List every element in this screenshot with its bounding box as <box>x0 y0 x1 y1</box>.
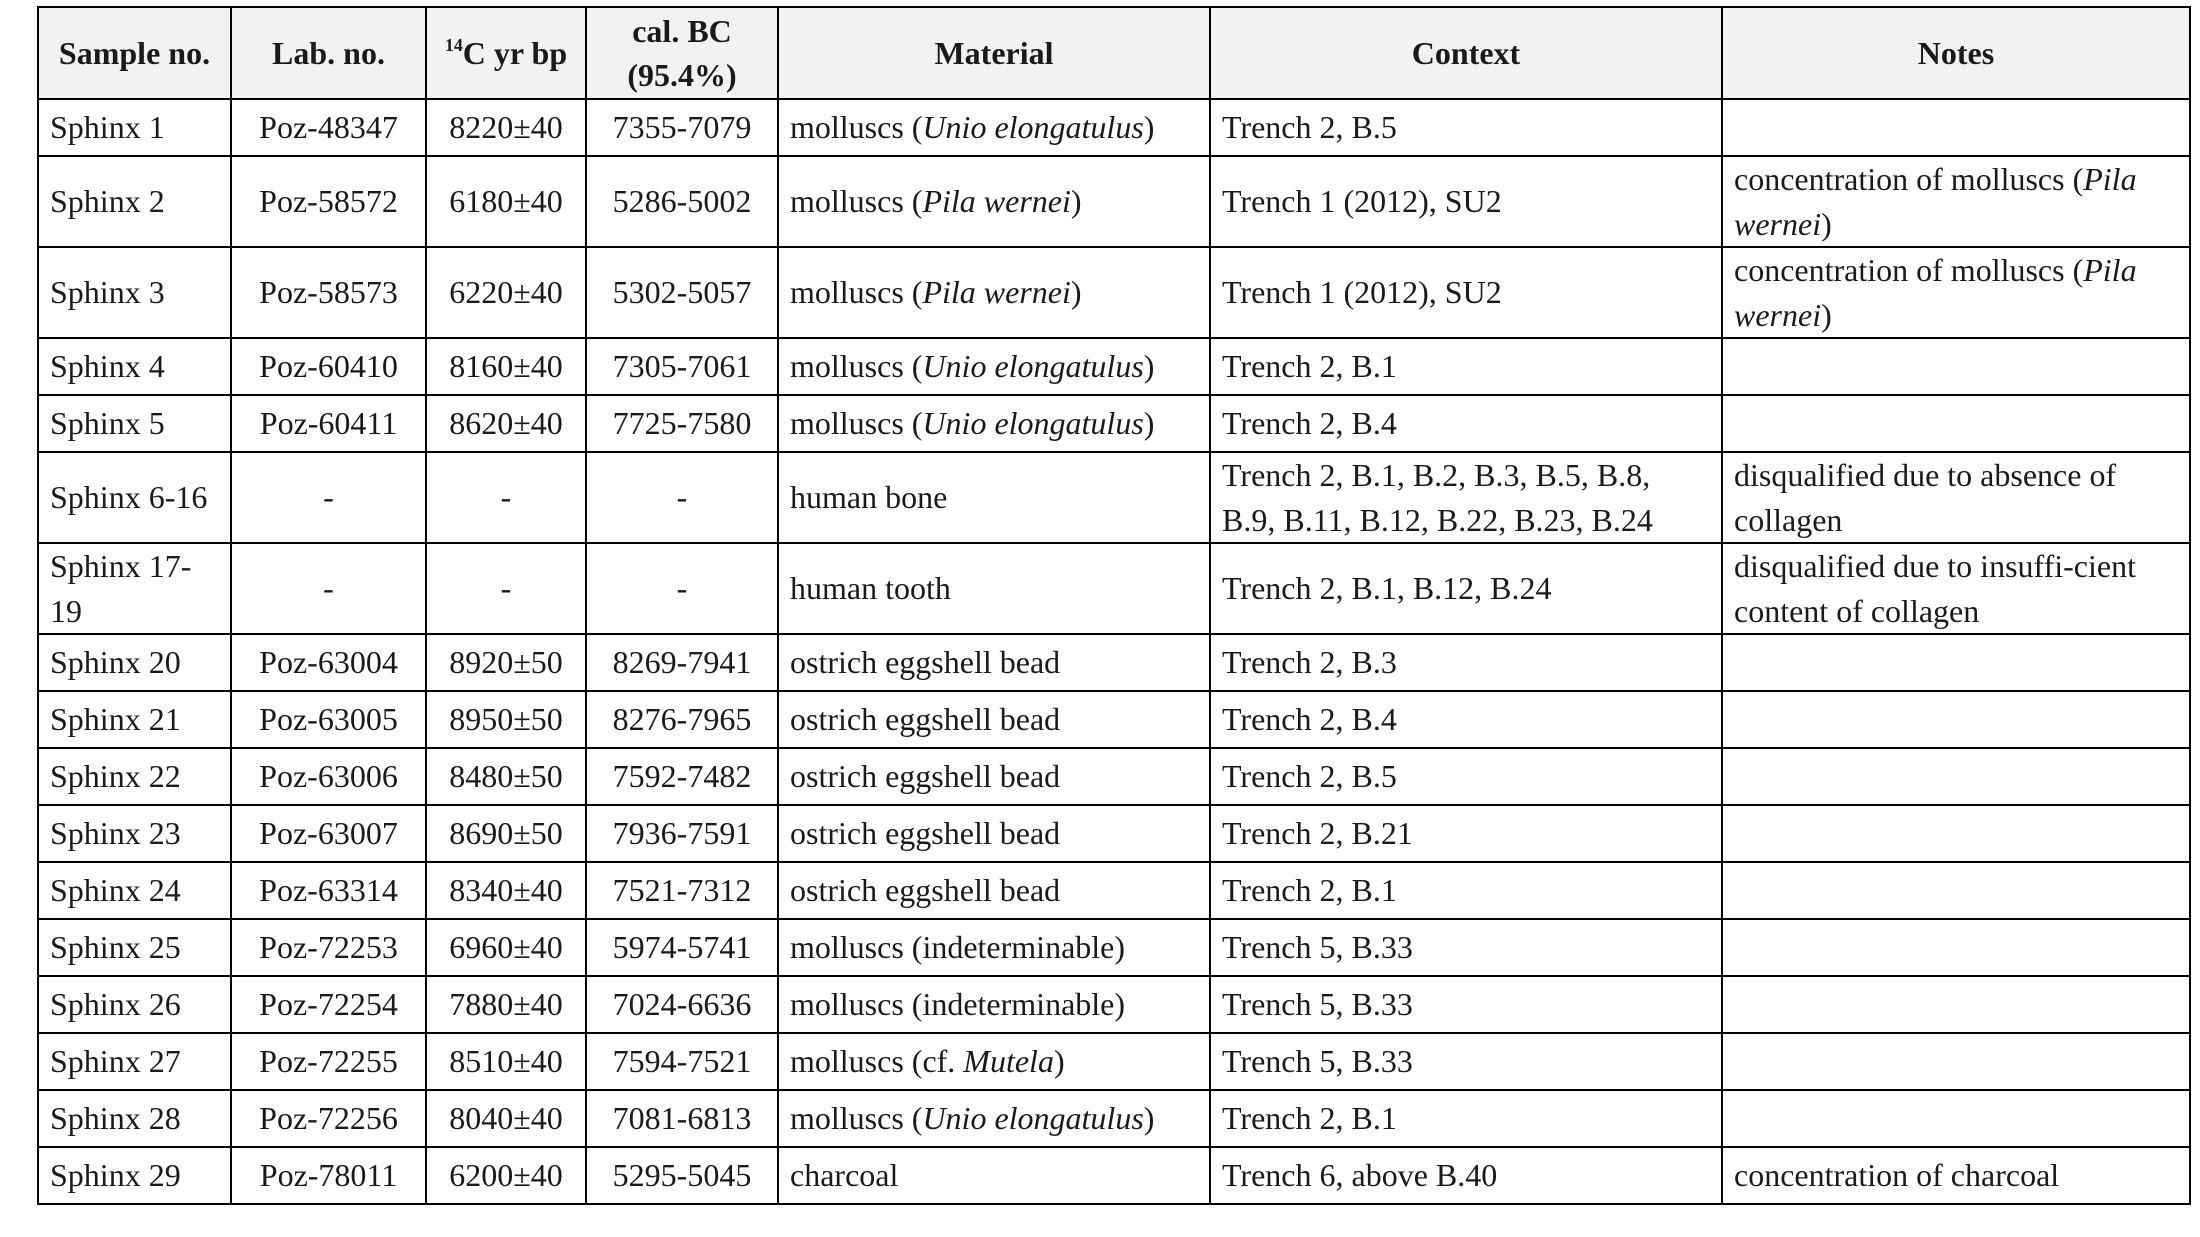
table-row <box>38 247 2190 338</box>
cell-material-post: ) <box>1053 1043 1065 1080</box>
cell-lab-no: Poz-72253 <box>231 919 426 976</box>
cell-14c-age: 8040±40 <box>426 1090 586 1147</box>
cell-context: Trench 2, B.1 <box>1210 338 1722 395</box>
cell-sample-no: Sphinx 4 <box>38 338 231 395</box>
cell-context: Trench 1 (2012), SU2 <box>1210 156 1722 247</box>
cell-context: Trench 6, above B.40 <box>1210 1147 1722 1204</box>
cell-lab-no: Poz-63005 <box>231 691 426 748</box>
table-row <box>38 634 2190 691</box>
cell-notes-pre: concentration of charcoal <box>1734 1157 2060 1194</box>
cell-notes <box>1722 452 2190 543</box>
cell-sample-no: Sphinx 23 <box>38 805 231 862</box>
cell-lab-no: Poz-63007 <box>231 805 426 862</box>
cell-notes-pre: disqualified due to absence of collagen <box>1734 457 2117 538</box>
header-cal-bc: cal. BC (95.4%) <box>586 7 778 99</box>
cell-material-post: ) <box>1070 183 1082 220</box>
cell-cal-bc: 7725-7580 <box>586 395 778 452</box>
cell-14c-age: 8920±50 <box>426 634 586 691</box>
cell-material-pre: human bone <box>790 479 948 516</box>
cell-context: Trench 2, B.1, B.12, B.24 <box>1210 543 1722 634</box>
cell-context: Trench 2, B.1 <box>1210 1090 1722 1147</box>
cell-cal-bc: 8276-7965 <box>586 691 778 748</box>
cell-lab-no: Poz-72254 <box>231 976 426 1033</box>
cell-material-pre: molluscs ( <box>790 1100 923 1137</box>
cell-material <box>778 1147 1210 1204</box>
cell-notes <box>1722 395 2190 452</box>
cell-lab-no: Poz-58572 <box>231 156 426 247</box>
table-row <box>38 691 2190 748</box>
cell-notes <box>1722 247 2190 338</box>
cell-material <box>778 452 1210 543</box>
cell-cal-bc: 7936-7591 <box>586 805 778 862</box>
cell-lab-no: - <box>231 452 426 543</box>
cell-material-pre: charcoal <box>790 1157 899 1194</box>
cell-14c-age: - <box>426 452 586 543</box>
cell-notes <box>1722 748 2190 805</box>
table-row <box>38 543 2190 634</box>
header-row <box>38 7 2190 99</box>
cell-material-italic: Unio elongatulus <box>922 348 1144 385</box>
cell-cal-bc: 5295-5045 <box>586 1147 778 1204</box>
cell-lab-no: Poz-72255 <box>231 1033 426 1090</box>
cell-notes <box>1722 1090 2190 1147</box>
cell-material-pre: ostrich eggshell bead <box>790 758 1061 795</box>
cell-cal-bc: 7594-7521 <box>586 1033 778 1090</box>
cell-material-post: ) <box>1143 348 1155 385</box>
cell-notes-post: ) <box>1821 296 1832 333</box>
cell-material <box>778 862 1210 919</box>
cell-14c-age: 8510±40 <box>426 1033 586 1090</box>
table-row <box>38 338 2190 395</box>
cell-sample-no: Sphinx 5 <box>38 395 231 452</box>
cell-material <box>778 395 1210 452</box>
cell-lab-no: Poz-63004 <box>231 634 426 691</box>
cell-material-pre: molluscs (indeterminable) <box>790 929 1126 966</box>
cell-context: Trench 5, B.33 <box>1210 1033 1722 1090</box>
cell-material <box>778 691 1210 748</box>
cell-14c-age: 8950±50 <box>426 691 586 748</box>
cell-material <box>778 976 1210 1033</box>
cell-context: Trench 1 (2012), SU2 <box>1210 247 1722 338</box>
cell-14c-age: 8690±50 <box>426 805 586 862</box>
cell-material-italic: Unio elongatulus <box>922 1100 1144 1137</box>
cell-notes-italic: Pila wernei <box>1734 252 2137 333</box>
cell-material-pre: molluscs (indeterminable) <box>790 986 1126 1023</box>
cell-context: Trench 2, B.1 <box>1210 862 1722 919</box>
cell-material-post: ) <box>1143 109 1155 146</box>
cell-material-pre: molluscs ( <box>790 183 923 220</box>
cell-material-pre: ostrich eggshell bead <box>790 644 1061 681</box>
cell-sample-no: Sphinx 22 <box>38 748 231 805</box>
cell-notes <box>1722 862 2190 919</box>
cell-notes <box>1722 156 2190 247</box>
table-row <box>38 1033 2190 1090</box>
cell-14c-age: 6200±40 <box>426 1147 586 1204</box>
cell-lab-no: Poz-63006 <box>231 748 426 805</box>
cell-material <box>778 1033 1210 1090</box>
cell-sample-no: Sphinx 21 <box>38 691 231 748</box>
cell-notes <box>1722 1147 2190 1204</box>
cell-sample-no: Sphinx 24 <box>38 862 231 919</box>
cell-notes-post: ) <box>1821 205 1832 242</box>
cell-sample-no: Sphinx 6-16 <box>38 452 231 543</box>
cell-lab-no: Poz-60411 <box>231 395 426 452</box>
cell-14c-age: - <box>426 543 586 634</box>
cell-sample-no: Sphinx 20 <box>38 634 231 691</box>
cell-material <box>778 919 1210 976</box>
cell-material-pre: molluscs ( <box>790 274 923 311</box>
cell-material-post: ) <box>1143 405 1155 442</box>
cell-cal-bc: 7081-6813 <box>586 1090 778 1147</box>
cell-lab-no: Poz-63314 <box>231 862 426 919</box>
cell-14c-age: 8620±40 <box>426 395 586 452</box>
table-row <box>38 748 2190 805</box>
cell-sample-no: Sphinx 1 <box>38 99 231 156</box>
cell-material-italic: Pila wernei <box>922 183 1071 220</box>
cell-notes-pre: concentration of molluscs ( <box>1734 252 2084 289</box>
cell-material <box>778 748 1210 805</box>
cell-sample-no: Sphinx 25 <box>38 919 231 976</box>
cell-cal-bc: 5286-5002 <box>586 156 778 247</box>
cell-notes <box>1722 338 2190 395</box>
table-row <box>38 99 2190 156</box>
cell-sample-no: Sphinx 2 <box>38 156 231 247</box>
cell-notes-pre: disqualified due to insuffi-cient content of collagen <box>1734 548 2136 629</box>
cell-material-italic: Unio elongatulus <box>922 405 1144 442</box>
cell-material <box>778 805 1210 862</box>
cell-material-pre: molluscs (cf. <box>790 1043 964 1080</box>
cell-material-pre: molluscs ( <box>790 348 923 385</box>
cell-notes <box>1722 805 2190 862</box>
cell-notes <box>1722 99 2190 156</box>
table-row <box>38 976 2190 1033</box>
cell-material <box>778 247 1210 338</box>
cell-14c-age: 7880±40 <box>426 976 586 1033</box>
cell-notes <box>1722 543 2190 634</box>
cell-material-italic: Pila wernei <box>922 274 1071 311</box>
cell-material-italic: Unio elongatulus <box>922 109 1144 146</box>
table-row <box>38 805 2190 862</box>
cell-notes <box>1722 1033 2190 1090</box>
cell-notes <box>1722 691 2190 748</box>
cell-context: Trench 2, B.5 <box>1210 748 1722 805</box>
header-notes: Notes <box>1722 7 2190 99</box>
table-row <box>38 919 2190 976</box>
table-row <box>38 862 2190 919</box>
cell-cal-bc: 7592-7482 <box>586 748 778 805</box>
cell-sample-no: Sphinx 28 <box>38 1090 231 1147</box>
cell-cal-bc: 7521-7312 <box>586 862 778 919</box>
cell-material-italic: Mutela <box>963 1043 1054 1080</box>
cell-material <box>778 338 1210 395</box>
table-row <box>38 1147 2190 1204</box>
cell-context: Trench 2, B.4 <box>1210 691 1722 748</box>
cell-sample-no: Sphinx 29 <box>38 1147 231 1204</box>
cell-14c-age: 6180±40 <box>426 156 586 247</box>
cell-cal-bc: 7024-6636 <box>586 976 778 1033</box>
cell-context: Trench 2, B.1, B.2, B.3, B.5, B.8, B.9, B.11, B.12, B.22, B.23, B.24 <box>1210 452 1722 543</box>
cell-material-pre: human tooth <box>790 570 951 607</box>
cell-sample-no: Sphinx 26 <box>38 976 231 1033</box>
cell-lab-no: Poz-72256 <box>231 1090 426 1147</box>
cell-notes <box>1722 976 2190 1033</box>
cell-sample-no: Sphinx 17-19 <box>38 543 231 634</box>
cell-14c-age: 8160±40 <box>426 338 586 395</box>
cell-lab-no: - <box>231 543 426 634</box>
cell-material-pre: molluscs ( <box>790 109 923 146</box>
table-body <box>38 99 2190 1204</box>
cell-cal-bc: 7355-7079 <box>586 99 778 156</box>
cell-material-pre: molluscs ( <box>790 405 923 442</box>
cell-material <box>778 543 1210 634</box>
cell-14c-age: 6220±40 <box>426 247 586 338</box>
cell-notes-pre: concentration of molluscs ( <box>1734 161 2084 198</box>
header-14c-yr-bp: $^{14}$C yr bp <box>426 7 586 99</box>
cell-lab-no: Poz-78011 <box>231 1147 426 1204</box>
cell-cal-bc: 5302-5057 <box>586 247 778 338</box>
cell-sample-no: Sphinx 27 <box>38 1033 231 1090</box>
cell-cal-bc: 7305-7061 <box>586 338 778 395</box>
cell-material-post: ) <box>1070 274 1082 311</box>
header-lab-no: Lab. no. <box>231 7 426 99</box>
table-row <box>38 395 2190 452</box>
cell-context: Trench 2, B.4 <box>1210 395 1722 452</box>
cell-material-pre: ostrich eggshell bead <box>790 872 1061 909</box>
cell-sample-no: Sphinx 3 <box>38 247 231 338</box>
cell-14c-age: 8340±40 <box>426 862 586 919</box>
cell-material <box>778 1090 1210 1147</box>
table-row <box>38 1090 2190 1147</box>
header-context: Context <box>1210 7 1722 99</box>
cell-context: Trench 5, B.33 <box>1210 919 1722 976</box>
table-row <box>38 452 2190 543</box>
cell-notes <box>1722 634 2190 691</box>
cell-cal-bc: 5974-5741 <box>586 919 778 976</box>
cell-lab-no: Poz-58573 <box>231 247 426 338</box>
cell-14c-age: 8220±40 <box>426 99 586 156</box>
cell-material-post: ) <box>1143 1100 1155 1137</box>
cell-14c-age: 6960±40 <box>426 919 586 976</box>
cell-lab-no: Poz-60410 <box>231 338 426 395</box>
cell-material <box>778 634 1210 691</box>
cell-context: Trench 2, B.3 <box>1210 634 1722 691</box>
table-row <box>38 156 2190 247</box>
cell-notes-italic: Pila wernei <box>1734 161 2137 242</box>
cell-context: Trench 5, B.33 <box>1210 976 1722 1033</box>
cell-cal-bc: 8269-7941 <box>586 634 778 691</box>
cell-context: Trench 2, B.21 <box>1210 805 1722 862</box>
cell-cal-bc: - <box>586 543 778 634</box>
cell-cal-bc: - <box>586 452 778 543</box>
cell-14c-age: 8480±50 <box>426 748 586 805</box>
cell-notes <box>1722 919 2190 976</box>
header-material: Material <box>778 7 1210 99</box>
header-sample-no: Sample no. <box>38 7 231 99</box>
cell-context: Trench 2, B.5 <box>1210 99 1722 156</box>
cell-material-pre: ostrich eggshell bead <box>790 701 1061 738</box>
cell-material <box>778 156 1210 247</box>
cell-material <box>778 99 1210 156</box>
cell-lab-no: Poz-48347 <box>231 99 426 156</box>
radiocarbon-dates-table <box>37 6 2191 1205</box>
cell-material-pre: ostrich eggshell bead <box>790 815 1061 852</box>
